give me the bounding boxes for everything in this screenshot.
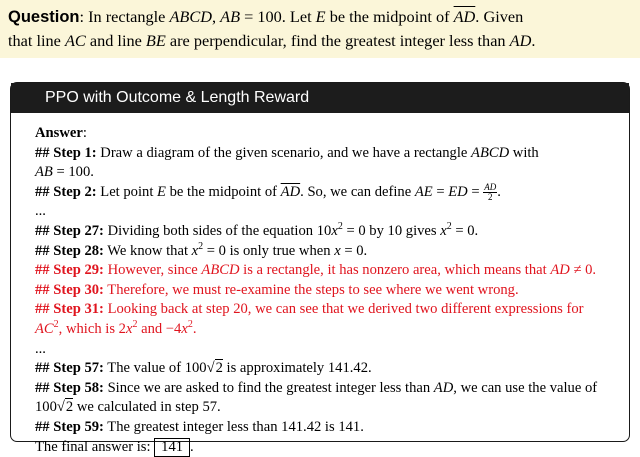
step-58: ## Step 58: Since we are asked to find the greatest integer less than AD, we can use the value of [35,379,615,399]
question-box [0,0,640,58]
fraction: $\frac{AD}{2}$ [483,183,497,202]
step-31: ## Step 31: Looking back at step 20, we can see that we derived two different expressions for [35,300,615,320]
answer-heading: Answer: [35,124,615,144]
step-31-cont: $AC^2$, which is $2x^2$ and $-4x^2$. [35,320,615,340]
final-answer: The final answer is: 141 . [35,438,615,457]
step-58-cont: 100√2 we calculated in step 57. [35,398,615,418]
question-line-2: that line AC and line BE are perpendicular, find the greatest integer less than AD. [8,29,634,53]
step-30: ## Step 30: Therefore, we must re-examine the steps to see where we went wrong. [35,281,615,301]
question-label: Question [8,8,80,26]
step-27: ## Step 27: Dividing both sides of the equation $10x^2 = 0$ by 10 gives $x^2 = 0$. [35,222,615,242]
final-answer-box: 141 [154,438,190,457]
step-28: ## Step 28: We know that $x^2 = 0$ is only true when x = 0. [35,242,615,262]
panel-title: PPO with Outcome & Length Reward [11,83,629,113]
ellipsis-2: ... [35,340,615,360]
question-line-1: Question: In rectangle ABCD, AB = 100. Let E be the midpoint of $\overline{AD}$. Given [8,5,634,29]
step-57: ## Step 57: The value of 100√2 is approximately 141.42. [35,359,615,379]
radical-sign: √ [57,399,65,415]
step-29: ## Step 29: However, since ABCD is a rectangle, it has nonzero area, which means that AD ≠ 0. [35,261,615,281]
ellipsis-1: ... [35,202,615,222]
radical-sign: √ [207,360,215,376]
step-2: ## Step 2: Let point E be the midpoint of $\overline{AD}$. So, we can define AE = ED = $\frac{AD}{2}$ . [35,183,615,203]
panel-body [11,113,629,457]
step-59: ## Step 59: The greatest integer less than 141.42 is 141. [35,418,615,438]
response-panel [10,82,630,442]
step-1-cont: AB = 100. [35,163,615,183]
step-1: ## Step 1: Draw a diagram of the given scenario, and we have a rectangle ABCD with [35,144,615,164]
